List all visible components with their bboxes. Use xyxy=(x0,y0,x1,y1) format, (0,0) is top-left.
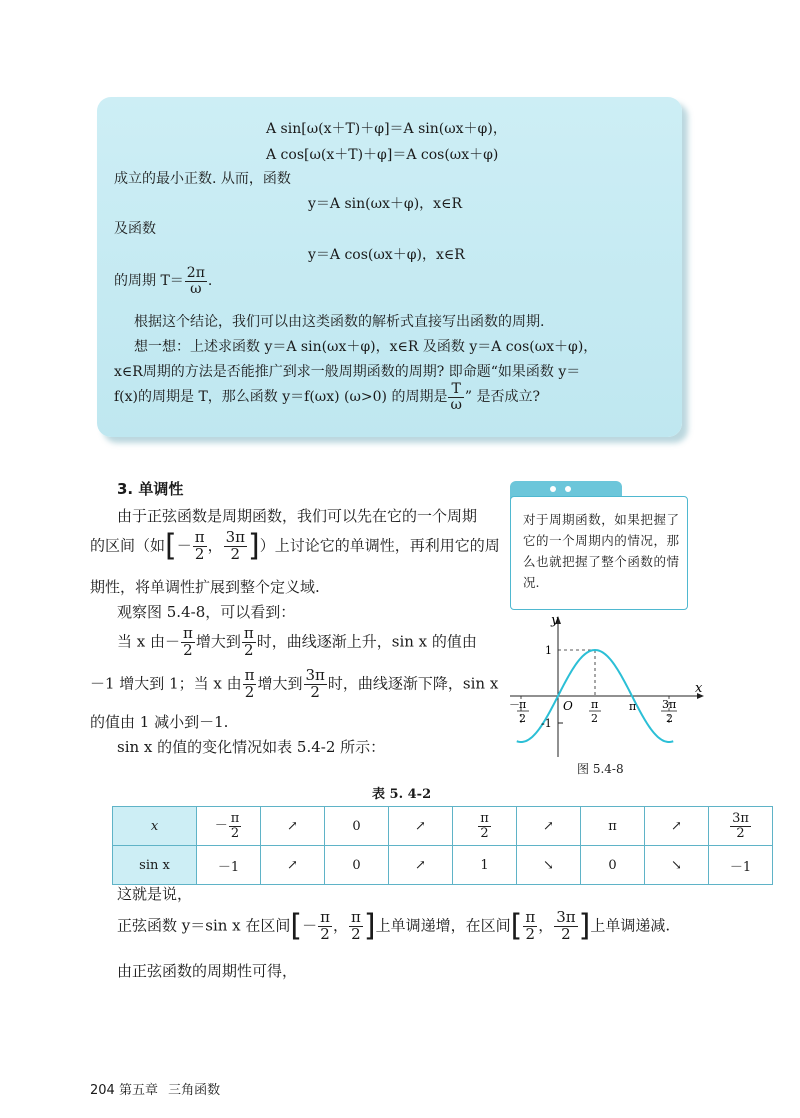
p1b-post: ）上讨论它的单调性，再利用它的周 xyxy=(259,536,500,555)
frac xyxy=(730,812,751,840)
side-note-text: 对于周期函数，如果把握了它的一个周期内的情况，那么也就把握了整个函数的情况. xyxy=(523,512,679,590)
conclusion-1: 这就是说， xyxy=(117,885,193,903)
c2-mid: 上单调递增，在区间 xyxy=(375,916,511,935)
page-number: 204 xyxy=(90,1083,115,1098)
num: π xyxy=(480,810,489,826)
para-1b xyxy=(90,530,500,563)
p4-mid: 增大到 xyxy=(257,674,303,693)
table-cell: ↗ xyxy=(261,846,325,885)
num: 3π xyxy=(225,528,246,546)
para2c-text: f(x)的周期是 T，那么函数 y＝f(ωx) (ω>0) 的周期是 xyxy=(114,389,448,406)
comma: ， xyxy=(538,916,554,935)
p3-mid: 增大到 xyxy=(195,632,241,651)
t-over-omega xyxy=(448,382,463,412)
left-bracket: [ xyxy=(290,908,303,944)
para-3 xyxy=(117,626,477,659)
table-cell: 0 xyxy=(581,846,645,885)
table-cell: －1 xyxy=(709,846,773,885)
num: π xyxy=(183,624,193,642)
den: 2 xyxy=(230,544,241,563)
frac xyxy=(478,812,491,840)
den: 2 xyxy=(244,640,254,659)
x-tick-neg-num: π xyxy=(519,698,527,711)
box-paragraph-2b: x∈R周期的方法是否能推广到求一般周期函数的周期? 即命题“如果函数 y＝ xyxy=(114,364,581,380)
box-paragraph-2a: 想一想：上述求函数 y＝A sin(ωx＋φ)，x∈R 及函数 y＝A cos(ωx＋φ)， xyxy=(134,339,598,355)
para-1c: 期性，将单调性扩展到整个定义域. xyxy=(90,578,320,596)
note-dot xyxy=(565,486,571,492)
sign: － xyxy=(214,818,228,834)
table-cell xyxy=(453,807,517,846)
den: 2 xyxy=(351,924,361,943)
p4-post: 时，曲线逐渐下降，sin x xyxy=(327,674,499,693)
num: 3π xyxy=(556,908,576,926)
den: 2 xyxy=(525,924,536,943)
den: 2 xyxy=(230,825,240,841)
para-2: 观察图 5.4-8，可以看到： xyxy=(117,603,296,621)
frac xyxy=(554,910,577,943)
frac xyxy=(523,910,537,943)
p3-post: 时，曲线逐渐上升，sin x 的值由 xyxy=(256,632,477,651)
den: 2 xyxy=(183,640,193,659)
frac-pi-2 xyxy=(242,626,256,659)
y-tick-1: 1 xyxy=(545,644,552,657)
box-formula-1: A sin[ω(x＋T)＋φ]＝A sin(ωx＋φ)， xyxy=(266,121,507,137)
table-title: 表 5. 4-2 xyxy=(372,787,432,802)
x-tick-neg-sign: － xyxy=(509,698,520,711)
period-fraction xyxy=(185,266,207,296)
right-bracket: ] xyxy=(248,528,260,564)
conclusion-3: 由正弦函数的周期性可得， xyxy=(117,962,298,980)
x-tick-half-den: 2 xyxy=(591,712,598,725)
den: 2 xyxy=(320,924,330,943)
frac-3pi-2 xyxy=(224,530,247,563)
table-cell: ↘ xyxy=(517,846,581,885)
box-formula-3: y＝A sin(ωx＋φ)，x∈R xyxy=(308,196,462,212)
box-period-line xyxy=(114,266,212,296)
origin-label: O xyxy=(563,699,573,713)
chapter-label: 第五章 xyxy=(118,1083,158,1098)
row-header-x: x xyxy=(113,807,197,846)
table-cell: π xyxy=(581,807,645,846)
p1b-sign: － xyxy=(176,536,192,555)
page-footer xyxy=(90,1079,220,1098)
y-tick-neg1: -1 xyxy=(541,717,552,730)
note-dot xyxy=(550,486,556,492)
para-1a: 由于正弦函数是周期函数，我们可以先在它的一个周期 xyxy=(117,507,478,525)
box-formula-4: y＝A cos(ωx＋φ)，x∈R xyxy=(308,247,465,263)
sign: － xyxy=(302,916,318,935)
table-row xyxy=(113,807,773,846)
table-cell: 0 xyxy=(325,807,389,846)
left-bracket: [ xyxy=(510,908,523,944)
den: 2 xyxy=(194,544,205,563)
y-axis-label: y xyxy=(551,613,559,628)
conclusion-2 xyxy=(117,910,670,943)
frac-neg-pi-2 xyxy=(193,530,207,563)
table-row xyxy=(113,846,773,885)
para-4 xyxy=(90,668,498,701)
p3-pre: 当 x 由 xyxy=(117,632,165,651)
para-5: 的值由 1 减小到－1. xyxy=(90,713,229,731)
p1b-pre: 的区间（如 xyxy=(90,536,166,555)
frac xyxy=(349,910,363,943)
x-tick-pi: π xyxy=(629,700,637,713)
frac-pi-2 xyxy=(181,626,195,659)
table-cell: ↗ xyxy=(645,807,709,846)
box-paragraph-2c xyxy=(114,382,540,412)
p4-pre: －1 增大到 1；当 x 由 xyxy=(90,674,242,693)
num: π xyxy=(351,908,361,926)
c2-post: 上单调递减. xyxy=(590,916,671,935)
table-cell: ↗ xyxy=(261,807,325,846)
x-tick-neg-den: 2 xyxy=(519,712,526,725)
chapter-title: 三角函数 xyxy=(168,1083,221,1098)
x-tick-3half-den: 2 xyxy=(666,712,673,725)
box-text-2: 及函数 xyxy=(114,221,156,237)
frac xyxy=(229,812,242,840)
den: 2 xyxy=(480,825,489,841)
right-bracket: ] xyxy=(363,908,376,944)
den: 2 xyxy=(561,924,571,943)
sine-variation-table xyxy=(112,806,773,885)
period-suffix: . xyxy=(207,273,213,290)
den: 2 xyxy=(310,682,320,701)
box-paragraph-1: 根据这个结论，我们可以由这类函数的解析式直接写出函数的周期. xyxy=(134,314,545,330)
x-axis-label: x xyxy=(695,681,703,696)
para-6: sin x 的值的变化情况如表 5.4-2 所示： xyxy=(117,738,386,756)
den: 2 xyxy=(244,682,255,701)
period-prefix: 的周期 T＝ xyxy=(114,273,184,290)
num: π xyxy=(244,666,255,684)
num: π xyxy=(194,528,205,546)
comma: ， xyxy=(207,536,223,555)
num: π xyxy=(230,810,240,826)
num: π xyxy=(320,908,330,926)
num: π xyxy=(243,624,254,642)
table-cell: ↗ xyxy=(389,846,453,885)
t-numerator: T xyxy=(448,382,463,398)
row-header-sinx: sin x xyxy=(113,846,197,885)
t-denominator: ω xyxy=(450,396,462,413)
box-formula-2: A cos[ω(x＋T)＋φ]＝A cos(ωx＋φ) xyxy=(266,147,499,163)
p3-sign: － xyxy=(165,632,181,651)
table-cell: 0 xyxy=(325,846,389,885)
right-bracket: ] xyxy=(578,908,591,944)
table-cell: 1 xyxy=(453,846,517,885)
table-cell: －1 xyxy=(197,846,261,885)
period-denominator: ω xyxy=(190,280,202,297)
den: 2 xyxy=(736,825,745,841)
comma: ， xyxy=(333,916,349,935)
box-text-1: 成立的最小正数. 从而，函数 xyxy=(114,171,291,187)
table-cell xyxy=(197,807,261,846)
num: 3π xyxy=(305,666,325,684)
x-tick-half-num: π xyxy=(591,698,599,711)
x-tick-3half-num: 3π xyxy=(662,698,677,711)
sine-graph xyxy=(505,612,705,762)
c2-pre: 正弦函数 y＝sin x 在区间 xyxy=(117,916,291,935)
para2c-end: ” 是否成立? xyxy=(464,389,540,406)
table-cell: ↗ xyxy=(517,807,581,846)
frac-pi-2 xyxy=(243,668,257,701)
num: 3π xyxy=(732,810,749,826)
frac-3pi-2 xyxy=(304,668,327,701)
left-bracket: [ xyxy=(165,528,177,564)
num: π xyxy=(525,908,536,926)
table-cell: ↘ xyxy=(645,846,709,885)
table-cell: ↗ xyxy=(389,807,453,846)
period-numerator: 2π xyxy=(186,265,205,281)
frac xyxy=(318,910,332,943)
table-cell xyxy=(709,807,773,846)
section-heading: 3. 单调性 xyxy=(117,480,184,498)
figure-caption: 图 5.4-8 xyxy=(577,762,624,776)
